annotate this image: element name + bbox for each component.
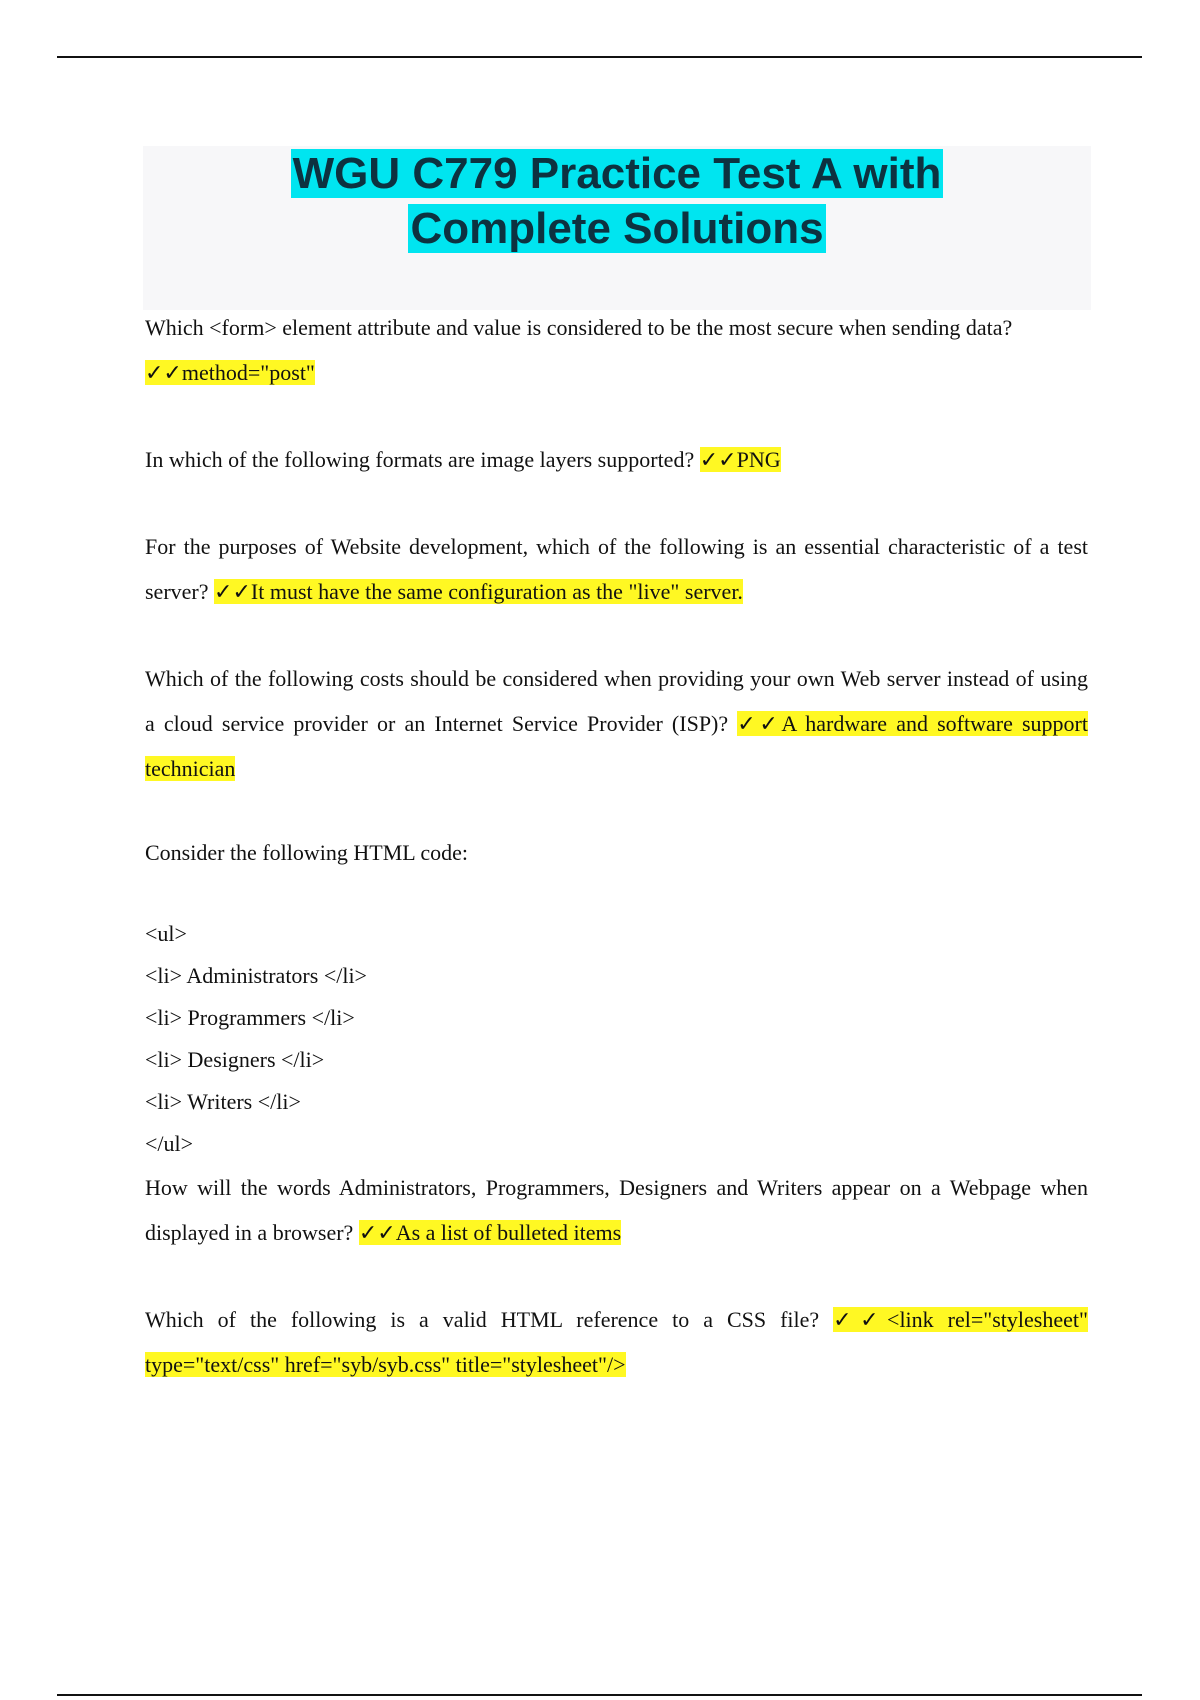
question-text: For the purposes of Website development, which of the following is an essential characteristic of a test server? <box>145 534 1088 604</box>
code-line: <li> Administrators </li> <box>145 963 367 988</box>
code-line: </ul> <box>145 1131 194 1156</box>
check-marks: ✓✓ <box>145 360 182 385</box>
qa-item-3 <box>145 524 1088 614</box>
question-text: Which of the following is a valid HTML reference to a CSS file? <box>145 1307 820 1332</box>
code-line: <ul> <box>145 921 187 946</box>
top-rule <box>57 56 1142 58</box>
title-line-1: WGU C779 Practice Test A with <box>292 149 942 198</box>
code-block <box>145 913 1088 1165</box>
question-text: In which of the following formats are image layers supported? <box>145 447 695 472</box>
check-marks: ✓✓ <box>358 1220 396 1245</box>
question-text: How will the words Administrators, Programmers, Designers and Writers appear on a Webpage when displayed in a browser? <box>145 1175 1088 1245</box>
check-marks: ✓✓ <box>214 579 251 604</box>
qa-item-2 <box>145 437 1088 482</box>
qa-item-6 <box>145 1297 1088 1387</box>
answer-text: ✓✓method="post" <box>145 360 315 385</box>
code-line: <li> Programmers </li> <box>145 1005 355 1030</box>
code-line: <li> Designers </li> <box>145 1047 325 1072</box>
question-text: Which of the following costs should be considered when providing your own Web server instead of using a cloud service provider or an Internet Service Provider (ISP)? <box>145 666 1088 736</box>
title-banner <box>143 146 1091 310</box>
qa-item-5 <box>145 1165 1088 1255</box>
answer-text: ✓✓A hardware and software support technician <box>145 711 1088 781</box>
answer-text: ✓✓It must have the same configuration as the "live" server. <box>214 579 743 604</box>
check-marks: ✓✓ <box>737 711 782 736</box>
answer-text: ✓✓PNG <box>699 447 781 472</box>
document-title <box>143 146 1091 256</box>
check-marks: ✓✓ <box>833 1307 888 1332</box>
check-marks: ✓✓ <box>699 447 737 472</box>
bottom-rule <box>57 1694 1142 1696</box>
question-text: Which <form> element attribute and value is considered to be the most secure when sending data? <box>145 315 1013 340</box>
code-line: <li> Writers </li> <box>145 1089 301 1114</box>
title-line-2: Complete Solutions <box>410 204 824 253</box>
answer-text: ✓✓<link rel="stylesheet" type="text/css" href="syb/syb.css" title="stylesheet"/> <box>145 1307 1088 1377</box>
qa-item-4 <box>145 656 1088 791</box>
document-body <box>145 305 1088 1387</box>
answer-text: ✓✓As a list of bulleted items <box>358 1220 622 1245</box>
qa-item-1 <box>145 305 1088 395</box>
code-intro: Consider the following HTML code: <box>145 840 469 865</box>
